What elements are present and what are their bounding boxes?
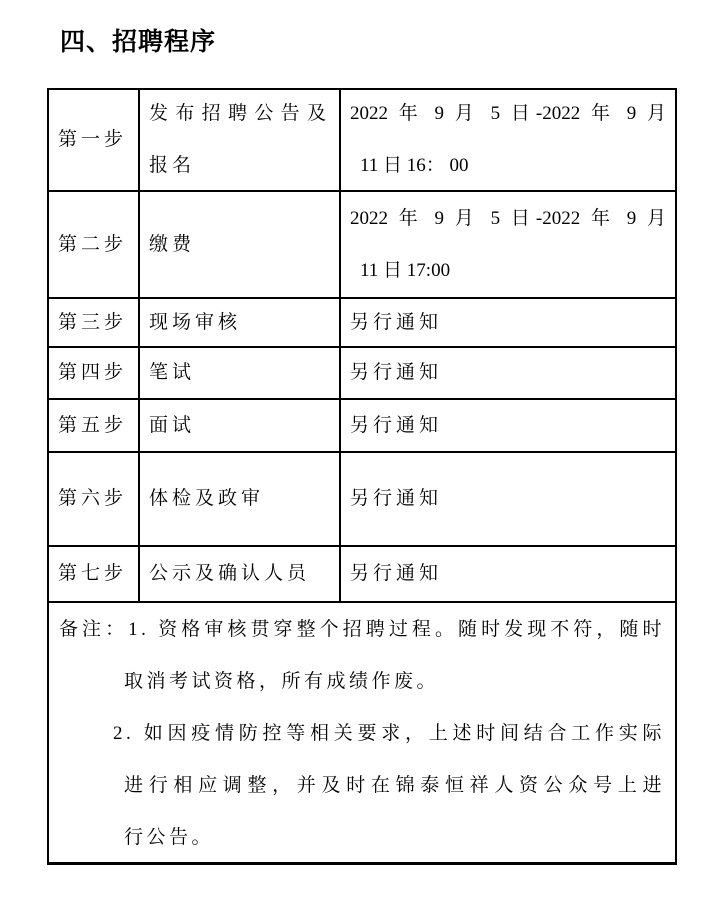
table-row-step1	[49, 90, 675, 192]
remarks-line: 备注：1. 资格审核贯穿整个招聘过程。随时发现不符，随时	[59, 619, 665, 640]
time-line: 11 日 17:00	[360, 259, 451, 281]
task-line: 公示及确认人员	[149, 563, 311, 584]
step-cell	[49, 400, 140, 451]
time-cell	[341, 400, 675, 451]
time-cell	[341, 453, 675, 545]
step-cell	[49, 348, 140, 398]
task-cell	[140, 299, 341, 346]
remarks-line: 行公告。	[124, 827, 215, 848]
task-line: 缴费	[149, 233, 196, 255]
time-line: 另行通知	[350, 414, 443, 436]
step-label: 第四步	[58, 362, 128, 383]
remarks-cell	[49, 603, 675, 862]
task-cell	[140, 348, 341, 398]
time-cell	[341, 90, 675, 190]
remarks-line: 进行相应调整，并及时在锦泰恒祥人资公众号上进	[124, 775, 665, 796]
time-line: 另行通知	[350, 488, 443, 509]
time-line: 另行通知	[350, 311, 443, 333]
task-cell	[140, 400, 341, 451]
time-line: 11 日 16： 00	[360, 155, 469, 176]
step-label: 第七步	[58, 563, 128, 584]
time-cell	[341, 547, 675, 601]
task-line: 面试	[149, 414, 196, 436]
task-line: 现场审核	[149, 311, 242, 333]
step-cell	[49, 453, 140, 545]
task-line: 体检及政审	[149, 488, 265, 509]
procedure-table	[47, 88, 677, 865]
task-cell	[140, 453, 341, 545]
table-row-step3	[49, 299, 675, 348]
step-cell	[49, 547, 140, 601]
table-row-step7	[49, 547, 675, 603]
document-title: 四、招聘程序	[60, 29, 217, 56]
time-line: 另行通知	[350, 362, 443, 383]
time-cell	[341, 192, 675, 297]
time-line: 另行通知	[350, 563, 443, 584]
step-label: 第二步	[58, 233, 128, 255]
table-row-step4	[49, 348, 675, 400]
time-line: 2022 年 9 月 5 日-2022 年 9 月	[350, 207, 666, 229]
table-row-step6	[49, 453, 675, 547]
time-cell	[341, 299, 675, 346]
task-line: 报名	[149, 155, 196, 176]
time-line: 2022 年 9 月 5 日-2022 年 9 月	[350, 103, 666, 124]
step-cell	[49, 90, 140, 190]
task-cell	[140, 192, 341, 297]
task-line: 笔试	[149, 362, 196, 383]
step-label: 第三步	[58, 311, 128, 333]
step-label: 第五步	[58, 414, 128, 436]
step-cell	[49, 192, 140, 297]
task-cell	[140, 547, 341, 601]
task-cell	[140, 90, 341, 190]
step-label: 第六步	[58, 488, 128, 509]
remarks-line: 取消考试资格，所有成绩作废。	[124, 671, 440, 692]
time-cell	[341, 348, 675, 398]
step-label: 第一步	[58, 129, 128, 150]
step-cell	[49, 299, 140, 346]
table-row-remarks	[49, 603, 675, 862]
table-row-step2	[49, 192, 675, 299]
remarks-line: 2. 如因疫情防控等相关要求，上述时间结合工作实际	[113, 723, 665, 744]
task-line: 发布招聘公告及	[149, 103, 330, 124]
table-row-step5	[49, 400, 675, 453]
